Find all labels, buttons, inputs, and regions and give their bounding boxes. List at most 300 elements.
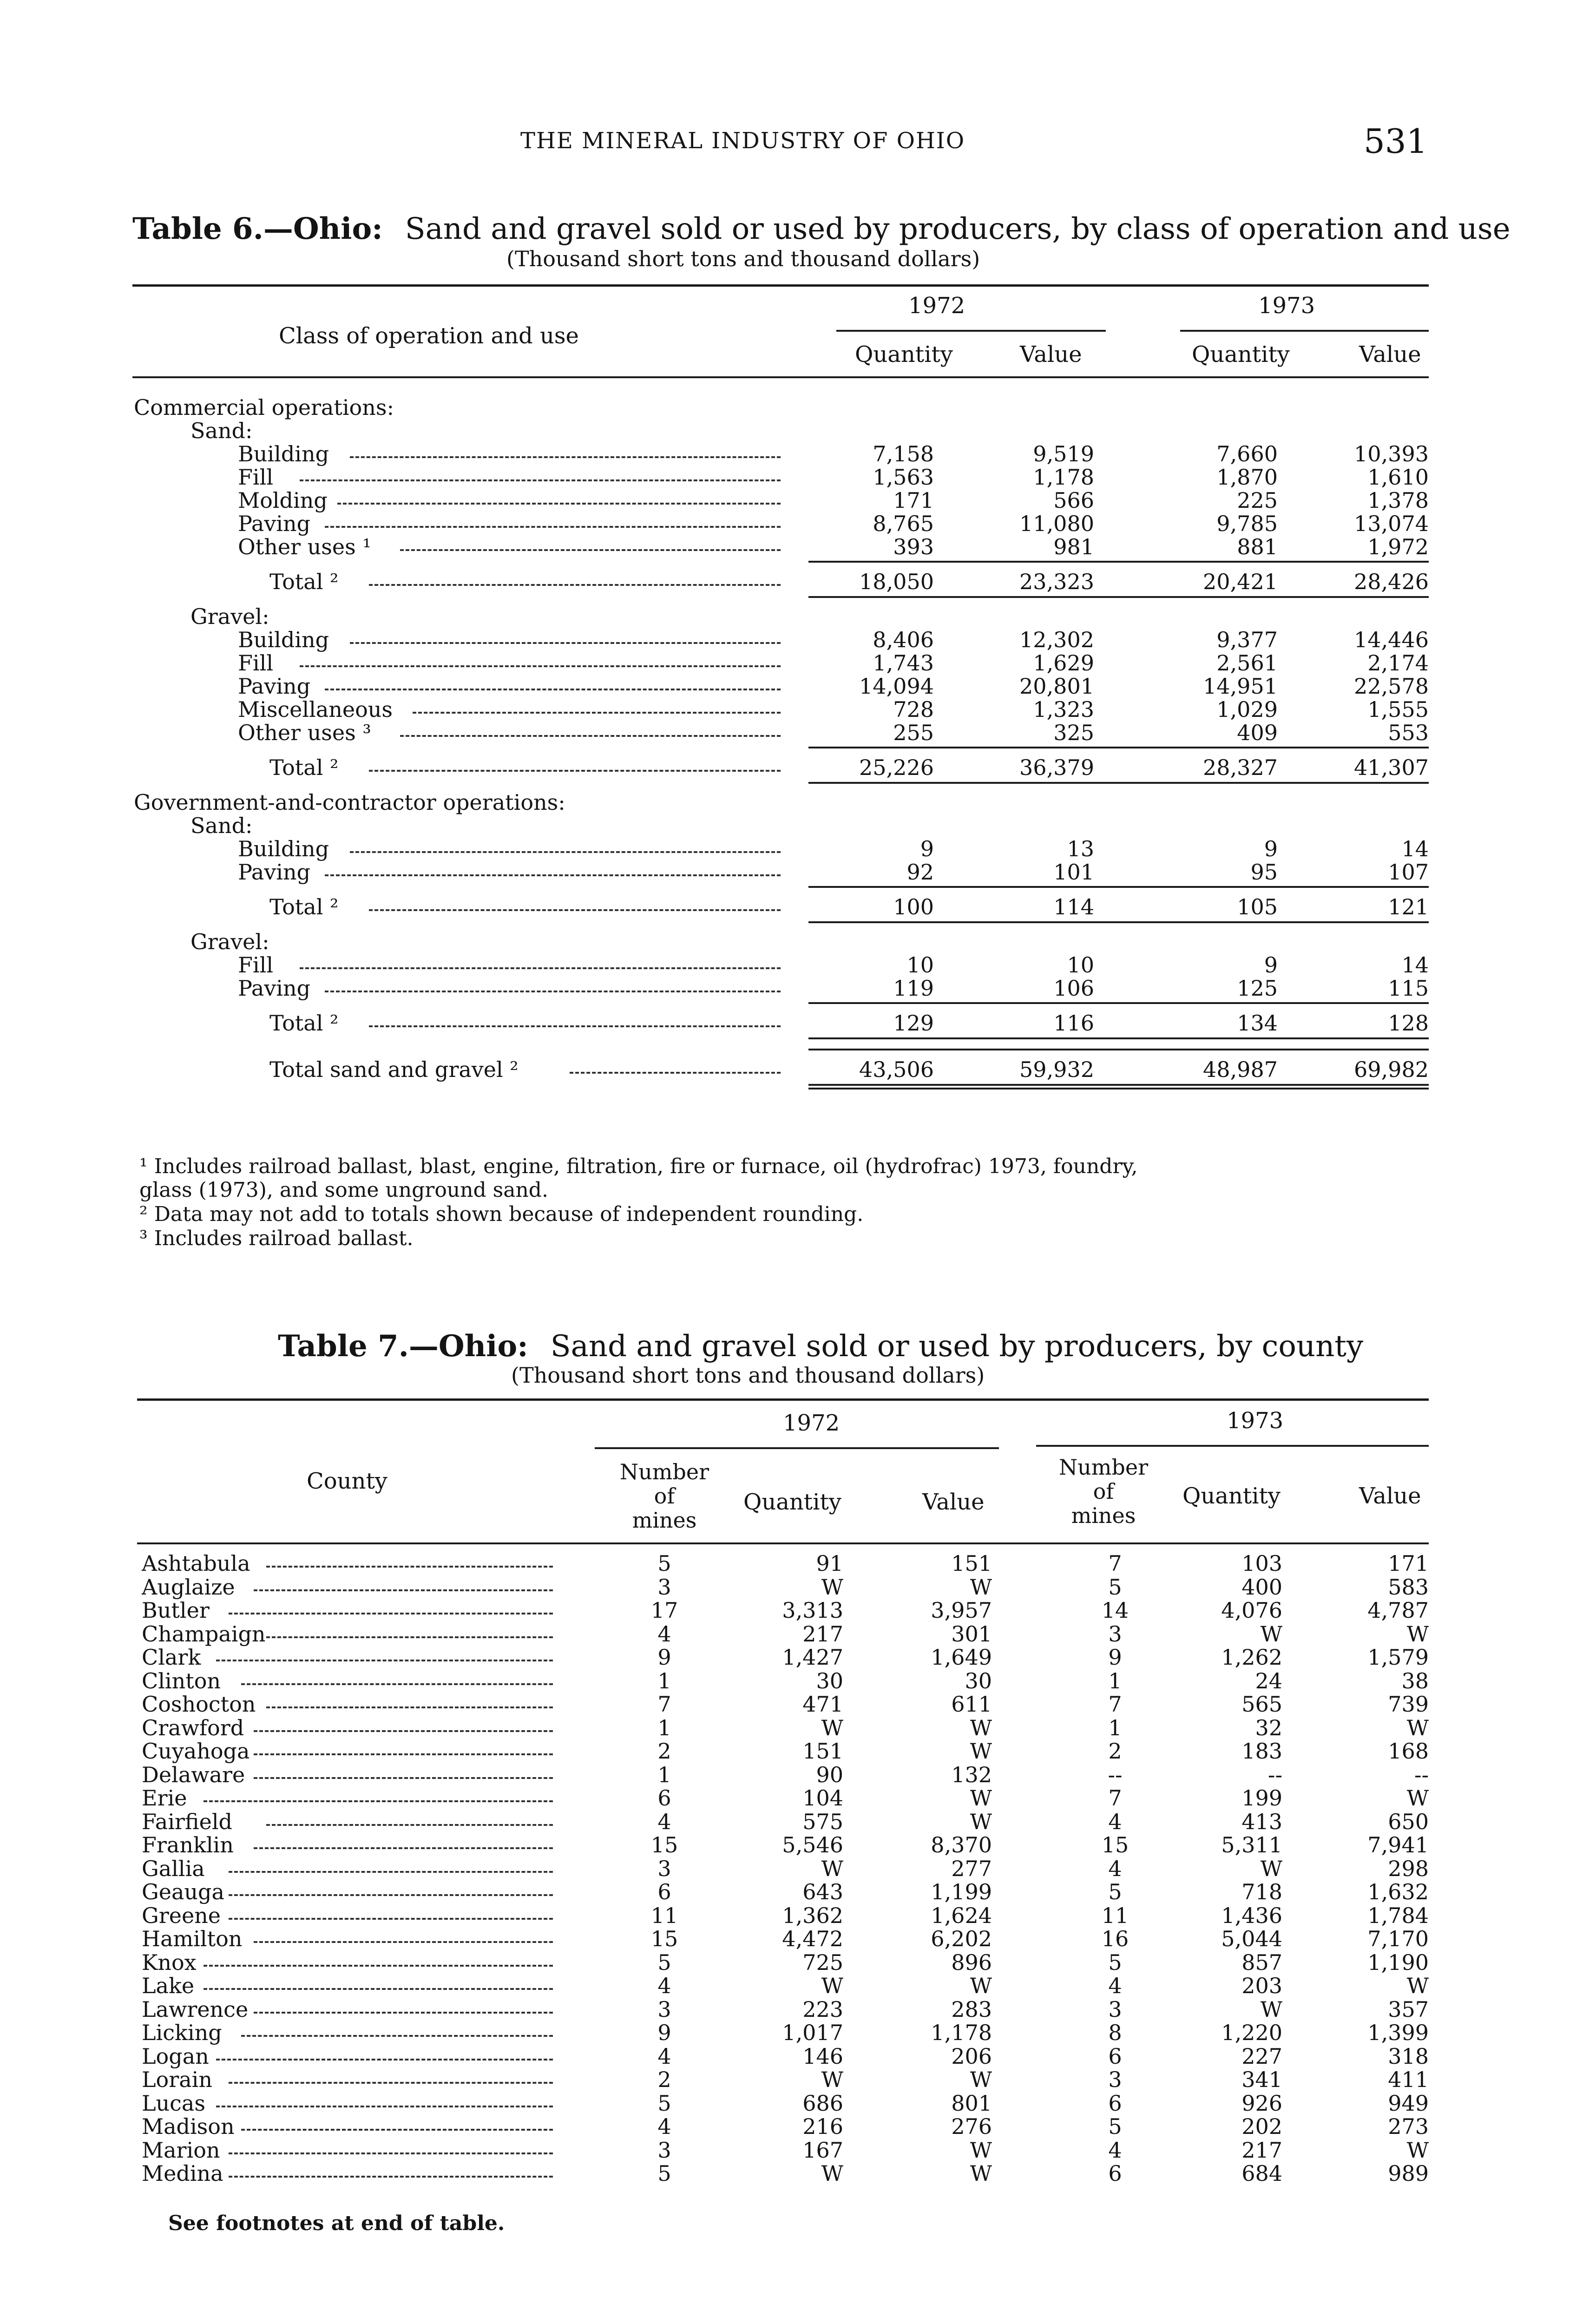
table7-cell: 217 bbox=[1241, 2137, 1282, 2163]
table7-cell: 199 bbox=[1241, 1785, 1282, 1811]
table7-cell: 4,472 bbox=[782, 1926, 843, 1951]
table6-cell: 14,446 bbox=[1354, 627, 1429, 652]
table6-row-label: Commercial operations: bbox=[134, 395, 394, 420]
table7-cell: W bbox=[1406, 1973, 1429, 1998]
running-head: THE MINERAL INDUSTRY OF OHIO bbox=[520, 128, 965, 154]
table7-county: Erie bbox=[142, 1785, 187, 1811]
table7-top-rule bbox=[137, 1398, 1429, 1401]
table7-cell: -- bbox=[1414, 1762, 1429, 1787]
table6-cell: 8,406 bbox=[873, 627, 934, 652]
table6-cell: 125 bbox=[1237, 976, 1278, 1001]
table7-num-mines: 5 bbox=[657, 1949, 671, 1975]
table7-cell: 283 bbox=[951, 1996, 992, 2022]
table7-cell: W bbox=[821, 1574, 843, 1600]
table7-num-mines: 2 bbox=[1108, 1739, 1122, 1764]
table7-num-mines-1973-l2: of bbox=[1093, 1479, 1114, 1504]
table7-num-mines: 11 bbox=[650, 1903, 678, 1928]
table6-row-leader bbox=[369, 1025, 781, 1027]
table7-num-mines: 4 bbox=[1108, 1856, 1122, 1881]
table6-row-leader bbox=[350, 642, 781, 644]
table7-cell: 146 bbox=[802, 2043, 843, 2069]
table7-cell: 227 bbox=[1241, 2043, 1282, 2069]
table6-cell: 43,506 bbox=[859, 1057, 934, 1082]
table7-county: Clark bbox=[142, 1645, 201, 1670]
table6-cell: 10,393 bbox=[1354, 441, 1429, 466]
table7-cell: W bbox=[1260, 1856, 1282, 1881]
table7-num-mines: 16 bbox=[1101, 1926, 1129, 1951]
table7-row-leader bbox=[241, 1683, 553, 1685]
table7-county: Medina bbox=[142, 2161, 223, 2186]
table6-total-under-rule bbox=[808, 596, 1429, 598]
table7-cell: W bbox=[1260, 1621, 1282, 1647]
table6-cell: 10 bbox=[906, 952, 934, 978]
table6-cell: 106 bbox=[1053, 976, 1094, 1001]
table7-cell: W bbox=[821, 1856, 843, 1881]
table6-cell: 1,378 bbox=[1367, 488, 1429, 513]
table7-row-leader bbox=[241, 2129, 553, 2131]
table6-row-label: Paving bbox=[238, 976, 311, 1001]
table7-row-leader bbox=[254, 1941, 553, 1943]
table7-num-mines: 5 bbox=[657, 2090, 671, 2116]
table7-cell: 1,262 bbox=[1221, 1645, 1282, 1670]
table7-num-mines-1972-l3: mines bbox=[632, 1508, 697, 1533]
table7-num-mines: 3 bbox=[1108, 1621, 1122, 1647]
table6-row-label: Gravel: bbox=[190, 929, 269, 954]
table7-cell: W bbox=[970, 1574, 992, 1600]
table7-row-leader bbox=[254, 1753, 553, 1755]
table6-row-label: Building bbox=[238, 836, 329, 861]
table7-cell: 471 bbox=[802, 1692, 843, 1717]
table6-total-rule bbox=[808, 886, 1429, 888]
table7-cell: 171 bbox=[1388, 1551, 1429, 1576]
table7-num-mines: 4 bbox=[1108, 1809, 1122, 1834]
table7-cell: 611 bbox=[951, 1692, 992, 1717]
table7-label: Table 7.—Ohio: bbox=[278, 1329, 528, 1364]
table6-cell: 11,080 bbox=[1019, 511, 1094, 536]
table6-total-rule bbox=[808, 747, 1429, 748]
table7-cell: 216 bbox=[802, 2114, 843, 2139]
table6-cell: 1,323 bbox=[1033, 697, 1094, 722]
table7-cell: 276 bbox=[951, 2114, 992, 2139]
table6-row-label: Sand: bbox=[190, 418, 253, 443]
table7-row-leader bbox=[266, 1706, 553, 1708]
table6-top-rule bbox=[132, 284, 1429, 287]
table7-row-leader bbox=[266, 1566, 553, 1568]
table7-value-1973: Value bbox=[1359, 1483, 1421, 1509]
table7-value-1972: Value bbox=[922, 1489, 985, 1515]
table6-cell: 115 bbox=[1388, 976, 1429, 1001]
table7-cell: 103 bbox=[1241, 1551, 1282, 1576]
table7-num-mines-1972-l1: Number bbox=[619, 1459, 709, 1484]
table6-cell: 134 bbox=[1237, 1011, 1278, 1036]
table7-county: Licking bbox=[142, 2020, 222, 2045]
table7-cell: 686 bbox=[802, 2090, 843, 2116]
table7-cell: 202 bbox=[1241, 2114, 1282, 2139]
table6-footnote-1-cont: glass (1973), and some unground sand. bbox=[139, 1178, 548, 1202]
table6-cell: 728 bbox=[893, 697, 934, 722]
table7-cell: 4,787 bbox=[1367, 1598, 1429, 1623]
table7-num-mines: 2 bbox=[657, 1739, 671, 1764]
table7-title bbox=[278, 1329, 1363, 1364]
table6-cell: 23,323 bbox=[1019, 569, 1094, 594]
table7-county: Hamilton bbox=[142, 1926, 243, 1951]
table7-row-leader bbox=[229, 2082, 553, 2084]
table7-num-mines: 4 bbox=[657, 2043, 671, 2069]
table7-cell: 298 bbox=[1388, 1856, 1429, 1881]
table6-cell: 9 bbox=[920, 836, 934, 861]
table7-county: Ashtabula bbox=[142, 1551, 250, 1576]
table6-row-leader bbox=[325, 689, 781, 690]
table6-row-leader bbox=[350, 851, 781, 853]
table7-cell: 7,170 bbox=[1367, 1926, 1429, 1951]
table7-cell: 1,436 bbox=[1221, 1903, 1282, 1928]
table7-cell: W bbox=[970, 2137, 992, 2163]
table7-num-mines: 6 bbox=[1108, 2043, 1122, 2069]
table6-cell: 255 bbox=[893, 720, 934, 745]
table7-cell: W bbox=[1406, 1785, 1429, 1811]
table7-cell: W bbox=[821, 1973, 843, 1998]
table6-cell: 12,302 bbox=[1019, 627, 1094, 652]
table7-county: Lorain bbox=[142, 2067, 212, 2092]
table7-num-mines-1972 bbox=[609, 1460, 720, 1532]
table6-cell: 36,379 bbox=[1019, 755, 1094, 780]
table6-row-label: Total ² bbox=[269, 1011, 339, 1036]
table7-num-mines: 7 bbox=[1108, 1551, 1122, 1576]
table7-cell: 5,311 bbox=[1221, 1832, 1282, 1857]
table7-cell: 725 bbox=[802, 1949, 843, 1975]
table7-num-mines: 15 bbox=[650, 1832, 678, 1857]
table7-cell: 718 bbox=[1241, 1879, 1282, 1904]
table7-cell: 1,399 bbox=[1367, 2020, 1429, 2045]
table7-cell: 167 bbox=[802, 2137, 843, 2163]
table7-num-mines: 7 bbox=[1108, 1785, 1122, 1811]
table6-row-leader bbox=[400, 549, 781, 551]
table6-cell: 1,629 bbox=[1033, 650, 1094, 676]
table6-total-rule bbox=[808, 561, 1429, 563]
table6-cell: 107 bbox=[1388, 860, 1429, 885]
table6-year-rule-2 bbox=[1180, 330, 1429, 332]
table6-total-under-rule bbox=[808, 1084, 1429, 1086]
table7-county: Auglaize bbox=[142, 1574, 235, 1600]
table7-cell: W bbox=[821, 1715, 843, 1740]
table6-year-1972: 1972 bbox=[908, 293, 965, 319]
table6-cell: 101 bbox=[1053, 860, 1094, 885]
table7-num-mines: 11 bbox=[1101, 1903, 1129, 1928]
table7-cell: 684 bbox=[1241, 2161, 1282, 2186]
table7-cell: 643 bbox=[802, 1879, 843, 1904]
table7-row-leader bbox=[229, 1871, 553, 1873]
table6-cell: 553 bbox=[1388, 720, 1429, 745]
table7-county: Greene bbox=[142, 1903, 221, 1928]
table7-row-leader bbox=[229, 1894, 553, 1896]
table7-num-mines: 1 bbox=[1108, 1668, 1122, 1693]
table7-cell: 1,220 bbox=[1221, 2020, 1282, 2045]
table7-subtitle: (Thousand short tons and thousand dollars) bbox=[511, 1363, 985, 1388]
table6-cell: 1,029 bbox=[1216, 697, 1278, 722]
table7-cell: 1,190 bbox=[1367, 1949, 1429, 1975]
table7-row-leader bbox=[254, 1589, 553, 1591]
table7-num-mines: 1 bbox=[657, 1715, 671, 1740]
table7-year-1972: 1972 bbox=[783, 1410, 840, 1436]
table7-county: Delaware bbox=[142, 1762, 245, 1787]
table6-total-under-rule bbox=[808, 782, 1429, 784]
table6-cell: 28,327 bbox=[1203, 755, 1278, 780]
table6-footnote-2: ² Data may not add to totals shown because of independent rounding. bbox=[139, 1202, 864, 1226]
table7-num-mines: 8 bbox=[1108, 2020, 1122, 2045]
table7-county: Butler bbox=[142, 1598, 210, 1623]
table6-row-leader bbox=[369, 770, 781, 772]
table6-cell: 128 bbox=[1388, 1011, 1429, 1036]
table6-label: Table 6.—Ohio: bbox=[132, 211, 383, 246]
table7-row-leader bbox=[216, 2059, 553, 2061]
table7-county: Champaign bbox=[142, 1621, 266, 1647]
table6-cell: 25,226 bbox=[859, 755, 934, 780]
table6-cell: 105 bbox=[1237, 894, 1278, 919]
table6-cell: 41,307 bbox=[1354, 755, 1429, 780]
table7-cell: 183 bbox=[1241, 1739, 1282, 1764]
table7-cell: 357 bbox=[1388, 1996, 1429, 2022]
table6-footnote-3: ³ Includes railroad ballast. bbox=[139, 1227, 414, 1250]
table7-county: Madison bbox=[142, 2114, 235, 2139]
table7-quantity-1973: Quantity bbox=[1182, 1483, 1281, 1509]
table7-num-mines: 9 bbox=[657, 1645, 671, 1670]
table6-cell: 8,765 bbox=[873, 511, 934, 536]
table6-cell: 13,074 bbox=[1354, 511, 1429, 536]
table6-cell: 225 bbox=[1237, 488, 1278, 513]
table6-cell: 14 bbox=[1401, 836, 1429, 861]
table7-cell: W bbox=[970, 2161, 992, 2186]
table7-county: Lucas bbox=[142, 2090, 205, 2116]
table7-cell: 1,362 bbox=[782, 1903, 843, 1928]
table6-quantity-1973: Quantity bbox=[1192, 341, 1290, 367]
table6-bottom-rule bbox=[808, 1088, 1429, 1089]
table7-county: Knox bbox=[142, 1949, 197, 1975]
table7-num-mines: 1 bbox=[657, 1668, 671, 1693]
table7-num-mines: 3 bbox=[1108, 1996, 1122, 2022]
table6-title-text: Sand and gravel sold or used by producers, by class of operation and use bbox=[405, 212, 1511, 246]
table6-cell: 2,174 bbox=[1367, 650, 1429, 676]
table6-row-label: Building bbox=[238, 627, 329, 652]
table7-num-mines: 4 bbox=[657, 1809, 671, 1834]
table7-num-mines: 4 bbox=[657, 2114, 671, 2139]
table7-year-rule-1 bbox=[595, 1447, 999, 1449]
table7-cell: 857 bbox=[1241, 1949, 1282, 1975]
table6-cell: 566 bbox=[1053, 488, 1094, 513]
table7-cell: 5,044 bbox=[1221, 1926, 1282, 1951]
table7-cell: 223 bbox=[802, 1996, 843, 2022]
table7-title-text: Sand and gravel sold or used by producers, by county bbox=[550, 1329, 1364, 1364]
table7-num-mines-1972-l2: of bbox=[654, 1483, 675, 1509]
table7-cell: W bbox=[1406, 2137, 1429, 2163]
table7-cell: 168 bbox=[1388, 1739, 1429, 1764]
table6-cell: 171 bbox=[893, 488, 934, 513]
table7-cell: 203 bbox=[1241, 1973, 1282, 1998]
table6-cell: 325 bbox=[1053, 720, 1094, 745]
table7-cell: 1,784 bbox=[1367, 1903, 1429, 1928]
table6-row-label: Other uses ³ bbox=[238, 720, 371, 745]
table6-cell: 9,519 bbox=[1033, 441, 1094, 466]
table7-cell: 151 bbox=[951, 1551, 992, 1576]
table7-cell: 30 bbox=[816, 1668, 843, 1693]
table6-row-label: Sand: bbox=[190, 813, 253, 838]
table7-cell: 217 bbox=[802, 1621, 843, 1647]
table7-num-mines: -- bbox=[1108, 1762, 1123, 1787]
table7-row-leader bbox=[229, 1918, 553, 1920]
table7-num-mines-1973-l3: mines bbox=[1071, 1503, 1136, 1528]
table6-cell: 1,610 bbox=[1367, 465, 1429, 490]
table6-row-leader bbox=[300, 479, 781, 481]
table6-footnote-1: ¹ Includes railroad ballast, blast, engine, filtration, fire or furnace, oil (hydrofrac) 1973, foundry, bbox=[139, 1155, 1138, 1178]
table6-row-label: Paving bbox=[238, 674, 311, 699]
table7-cell: 650 bbox=[1388, 1809, 1429, 1834]
table7-cell: 206 bbox=[951, 2043, 992, 2069]
table7-cell: W bbox=[1406, 1715, 1429, 1740]
table6-cell: 1,870 bbox=[1216, 465, 1278, 490]
table6-cell: 2,561 bbox=[1216, 650, 1278, 676]
table7-cell: 413 bbox=[1241, 1809, 1282, 1834]
table7-num-mines: 5 bbox=[657, 2161, 671, 2186]
table7-cell: 1,178 bbox=[931, 2020, 992, 2045]
table6-cell: 7,158 bbox=[873, 441, 934, 466]
table6-cell: 1,555 bbox=[1367, 697, 1429, 722]
table7-num-mines: 7 bbox=[1108, 1692, 1122, 1717]
table7-num-mines-1973 bbox=[1048, 1455, 1159, 1528]
table7-num-mines: 15 bbox=[1101, 1832, 1129, 1857]
table7-col-header: County bbox=[307, 1468, 388, 1494]
table7-cell: 341 bbox=[1241, 2067, 1282, 2092]
table7-num-mines: 4 bbox=[657, 1973, 671, 1998]
table6-quantity-1972: Quantity bbox=[855, 341, 953, 367]
table7-cell: 4,076 bbox=[1221, 1598, 1282, 1623]
table6-row-label: Fill bbox=[238, 952, 274, 978]
table7-cell: 6,202 bbox=[931, 1926, 992, 1951]
table7-num-mines: 15 bbox=[650, 1926, 678, 1951]
table6-row-leader bbox=[325, 874, 781, 876]
table6-cell: 129 bbox=[893, 1011, 934, 1036]
table7-num-mines: 9 bbox=[1108, 1645, 1122, 1670]
table6-row-label: Total sand and gravel ² bbox=[269, 1057, 519, 1082]
table7-num-mines: 5 bbox=[1108, 2114, 1122, 2139]
table6-cell: 59,932 bbox=[1019, 1057, 1094, 1082]
table7-see-footnotes: See footnotes at end of table. bbox=[168, 2211, 505, 2235]
table7-num-mines: 14 bbox=[1101, 1598, 1129, 1623]
table7-cell: 1,579 bbox=[1367, 1645, 1429, 1670]
table6-cell: 14,951 bbox=[1203, 674, 1278, 699]
table7-county: Crawford bbox=[142, 1715, 244, 1740]
table7-cell: 32 bbox=[1255, 1715, 1282, 1740]
table7-cell: 1,017 bbox=[782, 2020, 843, 2045]
table7-num-mines: 4 bbox=[1108, 2137, 1122, 2163]
table7-cell: 575 bbox=[802, 1809, 843, 1834]
table7-cell: W bbox=[821, 2161, 843, 2186]
table7-cell: 1,427 bbox=[782, 1645, 843, 1670]
table6-cell: 10 bbox=[1067, 952, 1094, 978]
table7-num-mines: 3 bbox=[657, 2137, 671, 2163]
table6-row-leader bbox=[300, 665, 781, 667]
table6-row-label: Miscellaneous bbox=[238, 697, 393, 722]
table7-cell: 7,941 bbox=[1367, 1832, 1429, 1857]
table7-row-leader bbox=[204, 1800, 553, 1802]
table6-value-1972: Value bbox=[1020, 341, 1082, 367]
table6-cell: 121 bbox=[1388, 894, 1429, 919]
table7-num-mines: 2 bbox=[657, 2067, 671, 2092]
table6-cell: 409 bbox=[1237, 720, 1278, 745]
table6-cell: 7,660 bbox=[1216, 441, 1278, 466]
table7-cell: 91 bbox=[816, 1551, 843, 1576]
table7-row-leader bbox=[254, 2012, 553, 2014]
table6-subtitle: (Thousand short tons and thousand dollars) bbox=[506, 246, 980, 271]
table6-row-label: Paving bbox=[238, 511, 311, 536]
table6-row-label: Molding bbox=[238, 488, 328, 513]
table7-cell: 949 bbox=[1388, 2090, 1429, 2116]
table7-cell: 3,313 bbox=[782, 1598, 843, 1623]
table6-total-rule bbox=[808, 1049, 1429, 1050]
table7-num-mines: 5 bbox=[1108, 1879, 1122, 1904]
table7-cell: 277 bbox=[951, 1856, 992, 1881]
table7-cell: 318 bbox=[1388, 2043, 1429, 2069]
table7-county: Fairfield bbox=[142, 1809, 232, 1834]
table7-row-leader bbox=[229, 2176, 553, 2178]
table7-num-mines: 1 bbox=[1108, 1715, 1122, 1740]
table6-row-leader bbox=[325, 991, 781, 992]
table7-year-rule-2 bbox=[1036, 1445, 1429, 1447]
table6-cell: 100 bbox=[893, 894, 934, 919]
table7-row-leader bbox=[254, 1777, 553, 1779]
table6-row-label: Building bbox=[238, 441, 329, 466]
table6-cell: 119 bbox=[893, 976, 934, 1001]
table6-cell: 20,801 bbox=[1019, 674, 1094, 699]
table6-row-label: Fill bbox=[238, 465, 274, 490]
table6-value-1973: Value bbox=[1359, 341, 1421, 367]
table6-total-under-rule bbox=[808, 921, 1429, 923]
table7-cell: 583 bbox=[1388, 1574, 1429, 1600]
table7-cell: -- bbox=[1268, 1762, 1282, 1787]
table6-row-leader bbox=[325, 526, 781, 528]
table7-row-leader bbox=[229, 1613, 553, 1614]
table7-num-mines: 6 bbox=[1108, 2090, 1122, 2116]
table6-cell: 95 bbox=[1250, 860, 1278, 885]
table6-cell: 18,050 bbox=[859, 569, 934, 594]
table6-row-label: Gravel: bbox=[190, 604, 269, 629]
table7-num-mines: 3 bbox=[657, 1996, 671, 2022]
table6-row-label: Paving bbox=[238, 860, 311, 885]
table7-row-leader bbox=[216, 1660, 553, 1661]
table7-county: Lake bbox=[142, 1973, 195, 1998]
table7-cell: 132 bbox=[951, 1762, 992, 1787]
table7-row-leader bbox=[229, 2152, 553, 2154]
table7-num-mines: 3 bbox=[1108, 2067, 1122, 2092]
table6-year-rule-1 bbox=[836, 330, 1106, 332]
table7-header-rule bbox=[137, 1542, 1429, 1544]
table6-row-leader bbox=[413, 712, 781, 714]
table6-row-leader bbox=[369, 584, 781, 586]
table7-num-mines: 7 bbox=[657, 1692, 671, 1717]
table6-cell: 1,743 bbox=[873, 650, 934, 676]
table6-row-leader bbox=[570, 1072, 781, 1074]
table7-cell: W bbox=[821, 2067, 843, 2092]
table7-num-mines: 3 bbox=[657, 1856, 671, 1881]
table6-row-label: Other uses ¹ bbox=[238, 534, 371, 559]
table6-row-label: Total ² bbox=[269, 755, 339, 780]
table7-num-mines: 5 bbox=[657, 1551, 671, 1576]
table7-year-1973: 1973 bbox=[1227, 1408, 1284, 1434]
table7-num-mines: 17 bbox=[650, 1598, 678, 1623]
table7-county: Logan bbox=[142, 2043, 209, 2069]
table6-row-leader bbox=[337, 503, 781, 505]
table6-cell: 393 bbox=[893, 534, 934, 559]
table6-col-header: Class of operation and use bbox=[279, 323, 579, 349]
table6-total-rule bbox=[808, 1002, 1429, 1004]
